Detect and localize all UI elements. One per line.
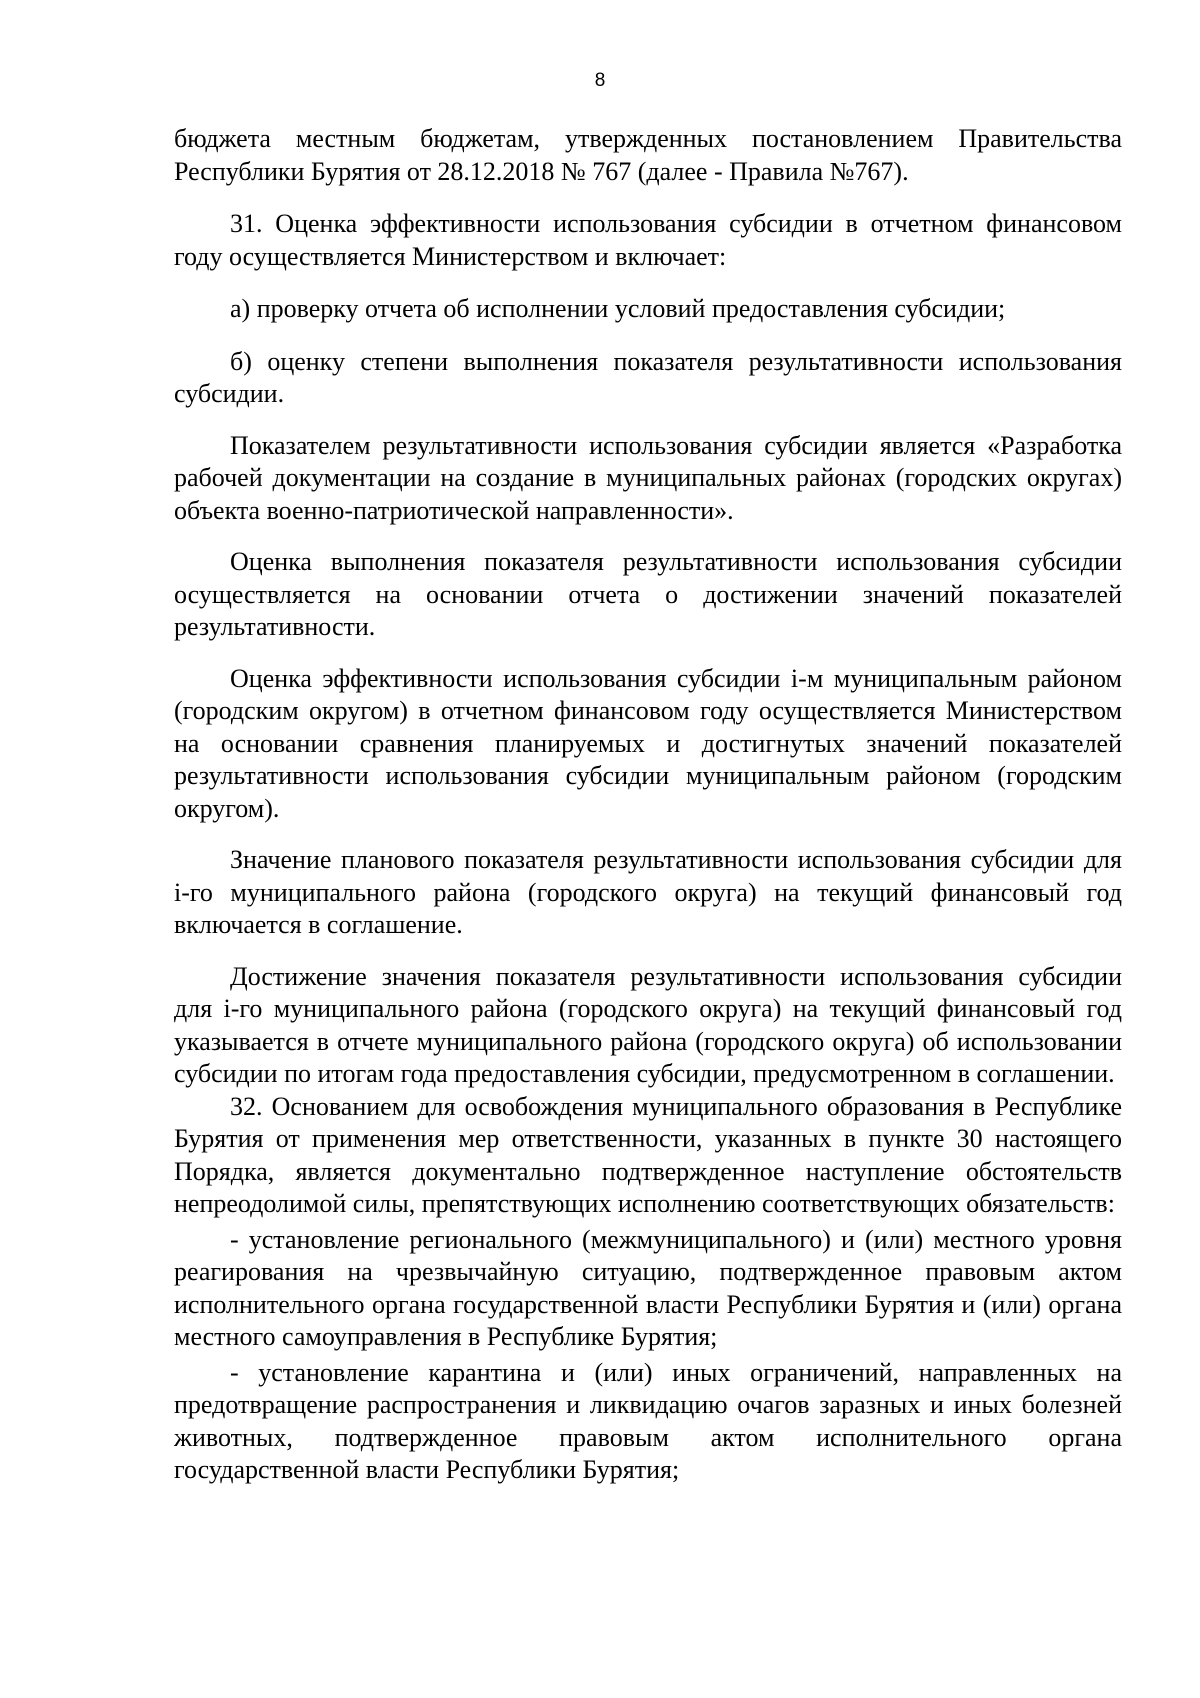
document-body bbox=[174, 123, 1122, 1487]
paragraph-continuation: бюджета местным бюджетам, утвержденных постановлением Правительства Республики Бурятия от 28.12.2018 № 767 (далее - Правила №767). bbox=[174, 124, 1122, 186]
paragraph-efficiency-evaluation: Оценка эффективности использования субсидии i-м муниципальным районом (городским округом) в отчетном финансовом году осуществляется Министерством на основании сравнения планируемых и достигнутых значений показателей результативности использования субсидии муниципальным районом (городским округом). bbox=[174, 663, 1122, 823]
page-number: 8 bbox=[594, 70, 606, 91]
paragraph-item-32: 32. Основанием для освобождения муниципального образования в Республике Бурятия от применения мер ответственности, указанных в пункте 30 настоящего Порядка, является документально подтвержденное наступление обстоятельств непреодолимой силы, препятствующих исполнению соответствующих обязательств: bbox=[174, 1091, 1122, 1218]
paragraph-subitem-a: а) проверку отчета об исполнении условий предоставления субсидии; bbox=[230, 294, 1006, 323]
paragraph-indicator: Показателем результативности использования субсидии является «Разработка рабочей документации на создание в муниципальных районах (городских округах) объекта военно-патриотической направленности». bbox=[174, 430, 1122, 525]
list-item-emergency: - установление регионального (межмуниципального) и (или) местного уровня реагирования на чрезвычайную ситуацию, подтвержденное правовым актом исполнительного органа государственной власти Республики Бурятия и (или) органа местного самоуправления в Республике Бурятия; bbox=[174, 1224, 1122, 1351]
list-item-quarantine: - установление карантина и (или) иных ограничений, направленных на предотвращение распространения и ликвидацию очагов заразных и иных болезней животных, подтвержденное правовым актом исполнительного органа государственной власти Республики Бурятия; bbox=[174, 1357, 1122, 1484]
paragraph-achieved-value: Достижение значения показателя результативности использования субсидии для i-го муниципального района (городского округа) на текущий финансовый год указывается в отчете муниципального района (городского округа) об использовании субсидии по итогам года предоставления субсидии, предусмотренном в соглашении. bbox=[174, 961, 1122, 1088]
paragraph-subitem-b: б) оценку степени выполнения показателя результативности использования субсидии. bbox=[174, 346, 1122, 408]
paragraph-indicator-evaluation: Оценка выполнения показателя результативности использования субсидии осуществляется на основании отчета о достижении значений показателей результативности. bbox=[174, 547, 1122, 641]
paragraph-planned-value: Значение планового показателя результативности использования субсидии для i-го муниципального района (городского округа) на текущий финансовый год включается в соглашение. bbox=[174, 845, 1122, 939]
paragraph-item-31: 31. Оценка эффективности использования субсидии в отчетном финансовом году осуществляется Министерством и включает: bbox=[174, 209, 1122, 271]
